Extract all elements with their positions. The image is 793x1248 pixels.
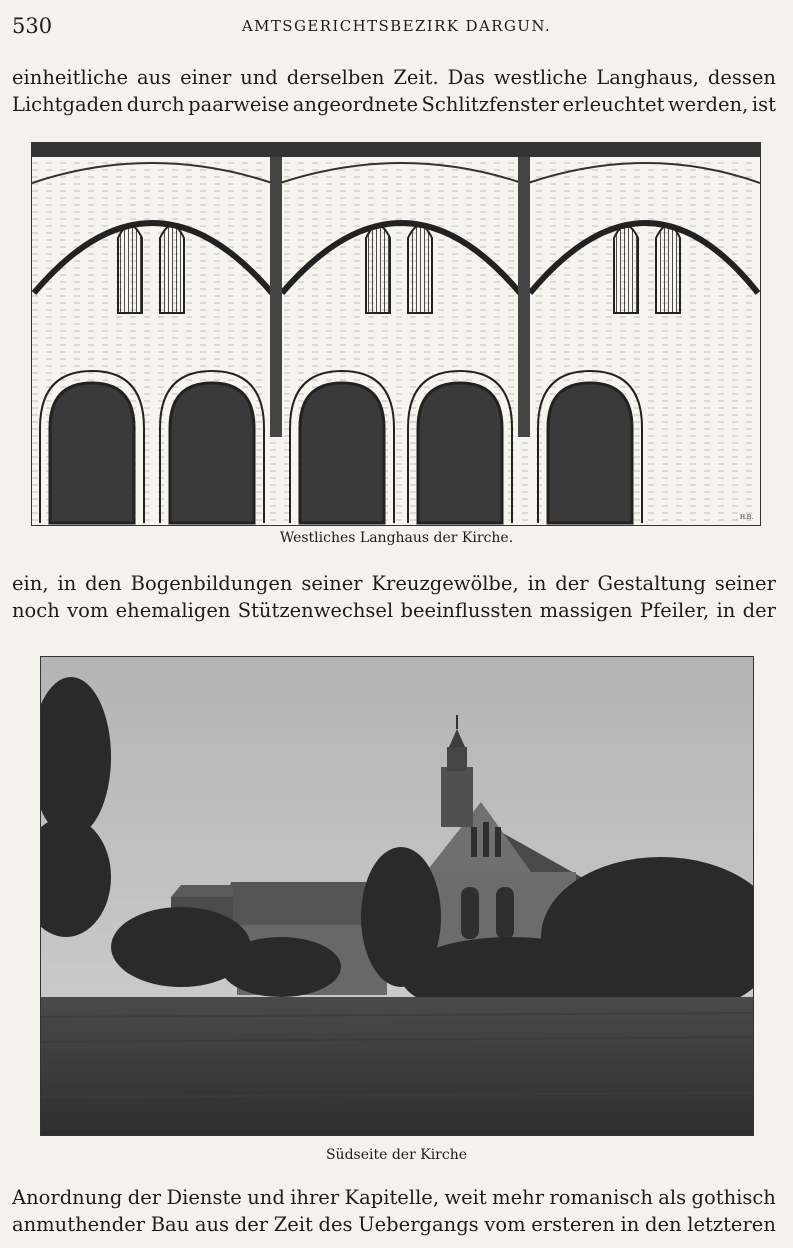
word: einer [180,66,232,89]
word: und [247,1186,285,1209]
paragraph-3 [12,1184,776,1238]
text-line [12,1211,776,1238]
running-head: AMTSGERICHTSBEZIRK DARGUN. [241,17,552,35]
word: in [527,572,547,595]
word: ersteren [531,1213,615,1236]
word: werden, [667,93,749,116]
word: und [240,66,278,89]
word: vom [67,599,109,622]
word: Schlitzfenster [421,93,559,116]
text-line [12,91,776,118]
word: Pfeiler, [639,599,710,622]
word: den [644,1213,682,1236]
word: Zeit. [393,66,439,89]
engraver-signature: H.B. [740,513,754,521]
word: in [57,572,77,595]
text-line [12,570,776,597]
word: westliche [493,66,588,89]
paragraph-1 [12,64,776,118]
word: den [85,572,122,595]
word: Bogenbildungen [130,572,293,595]
figure-1-caption: Westliches Langhaus der Kirche. [279,530,514,546]
word: noch [12,599,60,622]
word: Anordnung [12,1186,123,1209]
word: Kapitelle, [344,1186,440,1209]
word: vom [484,1213,526,1236]
word: Gestaltung [597,572,706,595]
word: der [234,1213,269,1236]
word: dessen [707,66,776,89]
word: der [555,572,589,595]
word: der [127,1186,162,1209]
word: Dienste [166,1186,242,1209]
word: Kreuzgewölbe, [371,572,519,595]
word: aus [194,1213,230,1236]
word: Stützenwechsel [237,599,394,622]
word: des [318,1213,353,1236]
word: in [620,1213,640,1236]
word: gothisch [691,1186,776,1209]
word: romanisch [549,1186,653,1209]
word: Uebergangs [358,1213,479,1236]
word: anmuthender [12,1213,146,1236]
text-line [12,1184,776,1211]
word: Zeit [273,1213,313,1236]
text-line [12,597,776,624]
text-line [12,64,776,91]
word: erleuchtet [562,93,665,116]
word: mehr [492,1186,545,1209]
word: seiner [714,572,776,595]
word: Das [447,66,485,89]
church-photograph [40,656,754,1136]
word: ehemaligen [115,599,231,622]
word: letzteren [687,1213,776,1236]
word: massigen [539,599,633,622]
word: Langhaus, [596,66,699,89]
word: derselben [286,66,385,89]
word: durch [126,93,185,116]
word: seiner [301,572,363,595]
word: angeordnete [292,93,418,116]
word: ihrer [290,1186,340,1209]
word: als [658,1186,687,1209]
word: einheitliche [12,66,129,89]
word: ist [751,93,776,116]
word: in [716,599,736,622]
nave-engraving [31,142,761,526]
paragraph-2 [12,570,776,624]
word: weit [444,1186,487,1209]
word: Lichtgaden [12,93,124,116]
word: ein, [12,572,49,595]
word: der [742,599,776,622]
word: Bau [150,1213,190,1236]
word: beeinflussten [400,599,533,622]
figure-2-caption: Südseite der Kirche [325,1147,468,1163]
word: paarweise [188,93,290,116]
word: aus [136,66,172,89]
page-number: 530 [12,14,53,38]
